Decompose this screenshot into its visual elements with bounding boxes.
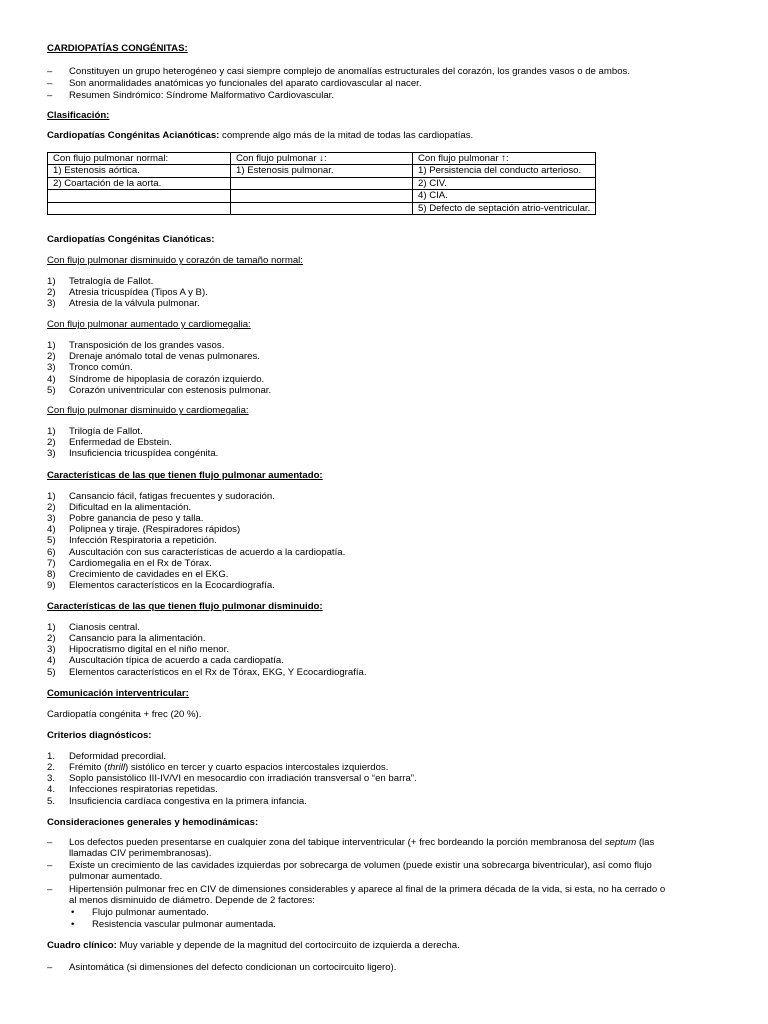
clasificacion-heading: Clasificación: xyxy=(47,110,110,121)
list-number: 2. xyxy=(47,762,56,773)
table-cell xyxy=(48,202,231,214)
list-item-text: ) sistólico en tercer y cuarto espacios intercostales izquierdos. xyxy=(124,762,389,773)
list-item xyxy=(69,762,388,773)
list-number: 3) xyxy=(47,513,56,524)
civ-frequency: Cardiopatía congénita + frec (20 %). xyxy=(47,709,202,720)
dash-marker: – xyxy=(47,860,53,871)
table-row xyxy=(48,190,596,202)
list-item: Síndrome de hipoplasia de corazón izquierdo. xyxy=(69,374,265,385)
list-item: Cardiomegalia en el Rx de Tórax. xyxy=(69,558,212,569)
table-row xyxy=(48,177,596,189)
bullet-marker: • xyxy=(71,907,75,918)
consideraciones-heading: Consideraciones generales y hemodinámicas: xyxy=(47,817,259,828)
bullet-item: Resistencia vascular pulmonar aumentada. xyxy=(92,919,276,930)
list-number: 3. xyxy=(47,773,56,784)
list-item: Trilogía de Fallot. xyxy=(69,426,143,437)
consideraciones-p1 xyxy=(69,837,654,848)
list-number: 1. xyxy=(47,751,56,762)
list-number: 5) xyxy=(47,535,56,546)
list-item: Infección Respiratoria a repetición. xyxy=(69,535,217,546)
bullet-item: Flujo pulmonar aumentado. xyxy=(92,907,209,918)
table-cell: 5) Defecto de septación atrio-ventricular. xyxy=(413,202,596,214)
list-number: 6) xyxy=(47,547,56,558)
list-number: 3) xyxy=(47,644,56,655)
dash-marker: – xyxy=(47,78,53,89)
list-number: 3) xyxy=(47,298,56,309)
cuadro-clinico-item: Asintomática (si dimensiones del defecto condicionan un cortocircuito ligero). xyxy=(69,962,397,973)
list-item: Corazón univentricular con estenosis pulmonar. xyxy=(69,385,272,396)
list-item: Insuficiencia cardíaca congestiva en la primera infancia. xyxy=(69,796,307,807)
dash-marker: – xyxy=(47,837,53,848)
criterios-heading: Criterios diagnósticos: xyxy=(47,730,152,741)
list-item: Deformidad precordial. xyxy=(69,751,167,762)
list-number: 4) xyxy=(47,655,56,666)
list-item: Cianosis central. xyxy=(69,622,140,633)
group-heading: Con flujo pulmonar aumentado y cardiomegalia: xyxy=(47,319,251,330)
dash-marker: – xyxy=(47,884,53,895)
cuadro-clinico-paragraph xyxy=(47,940,460,951)
list-item: Atresia de la válvula pulmonar. xyxy=(69,298,200,309)
list-item: Crecimiento de cavidades en el EKG. xyxy=(69,569,229,580)
dash-marker: – xyxy=(47,90,53,101)
table-row xyxy=(48,165,596,177)
acianoticas-label: Cardiopatías Congénitas Acianóticas: xyxy=(47,130,220,141)
list-number: 4) xyxy=(47,374,56,385)
consideraciones-p3-line2: al menos disminuido de diámetro. Depende de 2 factores: xyxy=(69,895,315,906)
list-number: 5. xyxy=(47,796,56,807)
table-cell: 4) CIA. xyxy=(413,190,596,202)
cianoticas-heading: Cardiopatías Congénitas Cianóticas: xyxy=(47,234,215,245)
acianoticas-table xyxy=(47,152,596,215)
civ-heading: Comunicación interventricular: xyxy=(47,688,189,699)
table-header-cell: Con flujo pulmonar ↑: xyxy=(413,153,596,165)
list-item: Transposición de los grandes vasos. xyxy=(69,340,225,351)
dash-marker: – xyxy=(47,66,53,77)
list-item: Cansancio para la alimentación. xyxy=(69,633,206,644)
list-item: Dificultad en la alimentación. xyxy=(69,502,192,513)
table-cell: 2) CIV. xyxy=(413,177,596,189)
list-item: Polipnea y tiraje. (Respiradores rápidos) xyxy=(69,524,241,535)
table-header-row xyxy=(48,153,596,165)
paragraph-emphasis: septum xyxy=(604,837,637,848)
intro-line-2: Son anormalidades anatómicas yo funcionales del aparato cardiovascular al nacer. xyxy=(69,78,422,89)
table-row xyxy=(48,202,596,214)
list-item: Enfermedad de Ebstein. xyxy=(69,437,172,448)
list-number: 4. xyxy=(47,784,56,795)
list-number: 7) xyxy=(47,558,56,569)
list-number: 1) xyxy=(47,491,56,502)
list-item: Infecciones respiratorias repetidas. xyxy=(69,784,218,795)
intro-line-1: Constituyen un grupo heterogéneo y casi siempre complejo de anomalías estructurales del corazón, los grandes vasos o de ambos. xyxy=(69,66,631,77)
list-item-emphasis: thrill xyxy=(107,762,125,773)
table-cell: 1) Estenosis pulmonar. xyxy=(231,165,413,177)
list-item: Atresia tricuspídea (Tipos A y B). xyxy=(69,287,208,298)
disminuido-heading: Características de las que tienen flujo pulmonar disminuido: xyxy=(47,601,323,612)
intro-line-3: Resumen Sindrómico: Síndrome Malformativo Cardiovascular. xyxy=(69,90,334,101)
list-number: 5) xyxy=(47,667,56,678)
table-cell: 1) Persistencia del conducto arterioso. xyxy=(413,165,596,177)
list-number: 2) xyxy=(47,633,56,644)
list-number: 2) xyxy=(47,351,56,362)
list-number: 2) xyxy=(47,502,56,513)
list-number: 1) xyxy=(47,622,56,633)
consideraciones-p3: Hipertensión pulmonar frec en CIV de dimensiones considerables y aparece al final de la primera década de la vida, si esta, no ha cerrado o xyxy=(69,884,666,895)
cuadro-clinico-label: Cuadro clínico: xyxy=(47,940,117,951)
group-heading: Con flujo pulmonar disminuido y cardiomegalia: xyxy=(47,405,249,416)
list-item: Auscultación con sus características de acuerdo a la cardiopatía. xyxy=(69,547,346,558)
list-item: Auscultación típica de acuerdo a cada cardiopatía. xyxy=(69,655,284,666)
consideraciones-p2-line2: pulmonar aumentado. xyxy=(69,871,163,882)
list-number: 9) xyxy=(47,580,56,591)
table-cell xyxy=(231,190,413,202)
group-heading: Con flujo pulmonar disminuido y corazón de tamaño normal: xyxy=(47,255,303,266)
acianoticas-paragraph xyxy=(47,130,473,141)
list-number: 3) xyxy=(47,362,56,373)
list-number: 2) xyxy=(47,437,56,448)
table-cell xyxy=(231,177,413,189)
consideraciones-p2: Existe un crecimiento de las cavidades izquierdas por sobrecarga de volumen (puede existir una sobrecarga biventricular), así como flujo xyxy=(69,860,652,871)
list-item: Pobre ganancia de peso y talla. xyxy=(69,513,204,524)
list-item: Soplo pansistólico III-IV/VI en mesocardio con irradiación transversal o “en barra”. xyxy=(69,773,417,784)
dash-marker: – xyxy=(47,962,53,973)
list-item: Insuficiencia tricuspídea congénita. xyxy=(69,448,219,459)
list-number: 8) xyxy=(47,569,56,580)
list-item-text: Frémito ( xyxy=(69,762,108,773)
cuadro-clinico-text: Muy variable y depende de la magnitud del cortocircuito de izquierda a derecha. xyxy=(116,940,460,951)
list-number: 3) xyxy=(47,448,56,459)
table-cell: 1) Estenosis aórtica. xyxy=(48,165,231,177)
list-item: Drenaje anómalo total de venas pulmonares. xyxy=(69,351,260,362)
list-item: Cansancio fácil, fatigas frecuentes y sudoración. xyxy=(69,491,275,502)
list-number: 1) xyxy=(47,426,56,437)
list-number: 5) xyxy=(47,385,56,396)
list-item: Elementos característicos en el Rx de Tórax, EKG, Y Ecocardiografía. xyxy=(69,667,367,678)
table-cell: 2) Coartación de la aorta. xyxy=(48,177,231,189)
bullet-marker: • xyxy=(71,919,75,930)
list-number: 1) xyxy=(47,276,56,287)
list-item: Tetralogía de Fallot. xyxy=(69,276,154,287)
list-number: 4) xyxy=(47,524,56,535)
table-cell xyxy=(48,190,231,202)
consideraciones-p1-line2: llamadas CIV perimembranosas). xyxy=(69,848,212,859)
list-item: Tronco común. xyxy=(69,362,133,373)
list-number: 1) xyxy=(47,340,56,351)
table-header-cell: Con flujo pulmonar normal: xyxy=(48,153,231,165)
table-cell xyxy=(231,202,413,214)
document-title: CARDIOPATÍAS CONGÉNITAS: xyxy=(47,43,188,54)
paragraph-text: (las xyxy=(636,837,655,848)
acianoticas-text: comprende algo más de la mitad de todas las cardiopatías. xyxy=(219,130,474,141)
list-item: Hipocratismo digital en el niño menor. xyxy=(69,644,229,655)
table-header-cell: Con flujo pulmonar ↓: xyxy=(231,153,413,165)
list-item: Elementos característicos en la Ecocardiografía. xyxy=(69,580,275,591)
aumentado-heading: Características de las que tienen flujo pulmonar aumentado: xyxy=(47,470,323,481)
paragraph-text: Los defectos pueden presentarse en cualquier zona del tabique interventricular (+ frec bordeando la porción membranosa del xyxy=(69,837,605,848)
list-number: 2) xyxy=(47,287,56,298)
